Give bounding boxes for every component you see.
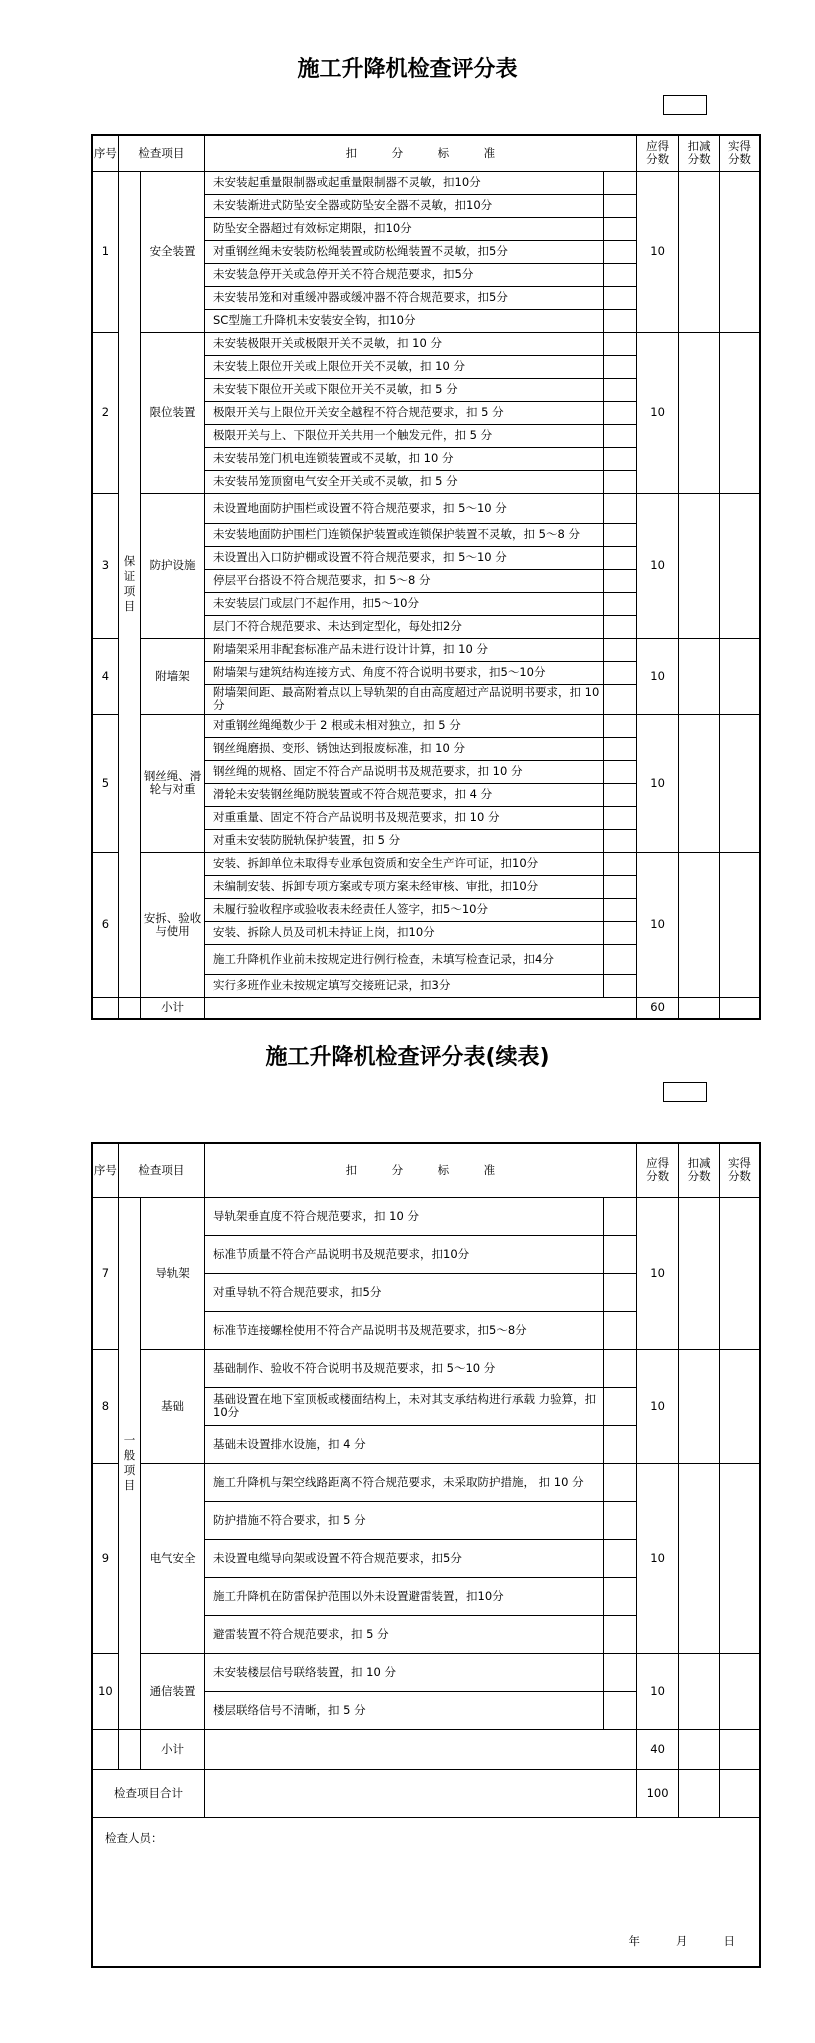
sheet-number-box[interactable] <box>663 1082 707 1102</box>
criteria-text: 未安装吊笼和对重缓冲器或缓冲器不符合规范要求，扣5分 <box>205 286 604 309</box>
category-char: 目 <box>123 1478 136 1492</box>
category-char: 证 <box>123 569 136 583</box>
deduction-mark-cell[interactable] <box>604 401 636 424</box>
check-item-line: 安拆、验收 <box>143 910 202 925</box>
total-row <box>92 1769 760 1817</box>
deduction-mark-cell[interactable] <box>604 898 636 921</box>
criteria-row <box>92 171 760 194</box>
criteria-text: 对重导轨不符合规范要求，扣5分 <box>205 1273 604 1311</box>
criteria-text: 未安装地面防护围栏门连锁保护装置或连锁保护装置不灵敏，扣 5～8 分 <box>205 523 604 546</box>
deduction-mark-cell[interactable] <box>604 493 636 523</box>
criteria-text: 未设置地面防护围栏或设置不符合规范要求，扣 5～10 分 <box>205 493 604 523</box>
deduction-mark-cell[interactable] <box>604 760 636 783</box>
deduction-mark-cell[interactable] <box>604 217 636 240</box>
deduction-score-cell[interactable] <box>679 1463 720 1653</box>
criteria-row <box>92 852 760 875</box>
criteria-text: 对重未安装防脱轨保护装置，扣 5 分 <box>205 829 604 852</box>
subtotal-row <box>92 1729 760 1769</box>
header-actual-score: 实得 分数 <box>719 1143 760 1197</box>
deduction-mark-cell[interactable] <box>604 424 636 447</box>
criteria-text: 防坠安全器超过有效标定期限，扣10分 <box>205 217 604 240</box>
full-score-cell: 10 <box>636 638 679 714</box>
deduction-mark-cell[interactable] <box>604 470 636 493</box>
deduction-mark-cell[interactable] <box>604 737 636 760</box>
deduction-mark-cell[interactable] <box>604 523 636 546</box>
check-item-name <box>141 714 205 852</box>
seq-cell: 3 <box>92 493 118 638</box>
deduction-mark-cell[interactable] <box>604 1349 636 1387</box>
deduction-mark-cell[interactable] <box>604 1691 636 1729</box>
deduction-mark-cell[interactable] <box>604 1235 636 1273</box>
criteria-text: 未安装起重量限制器或起重量限制器不灵敏，扣10分 <box>205 171 604 194</box>
deduction-mark-cell[interactable] <box>604 569 636 592</box>
deduction-mark-cell[interactable] <box>604 309 636 332</box>
deduction-score-cell[interactable] <box>679 1653 720 1729</box>
header-criteria: 扣 分 标 准 <box>205 135 637 171</box>
check-item-name <box>141 638 205 714</box>
check-item-line: 附墙架 <box>155 668 190 683</box>
category-cell <box>118 171 140 997</box>
deduction-mark-cell[interactable] <box>604 974 636 997</box>
criteria-text: 施工升降机在防雷保护范围以外未设置避雷装置，扣10分 <box>205 1577 604 1615</box>
subtotal-score: 40 <box>636 1729 679 1769</box>
check-item-name <box>141 332 205 493</box>
criteria-text: 对重重量、固定不符合产品说明书及规范要求，扣 10 分 <box>205 806 604 829</box>
header-criteria: 扣 分 标 准 <box>205 1143 637 1197</box>
actual-score-cell[interactable] <box>719 1349 760 1463</box>
deduction-mark-cell[interactable] <box>604 378 636 401</box>
check-item-line: 钢丝绳、滑 <box>143 769 202 783</box>
header-seq: 序号 <box>92 1143 118 1197</box>
category-cell <box>118 1197 140 1729</box>
criteria-text: 对重钢丝绳绳数少于 2 根或未相对独立，扣 5 分 <box>205 714 604 737</box>
deduction-mark-cell[interactable] <box>604 1615 636 1653</box>
criteria-text: 施工升降机与架空线路距离不符合规范要求，未采取防护措施， 扣 10 分 <box>205 1463 604 1501</box>
criteria-row <box>92 493 760 523</box>
deduction-mark-cell[interactable] <box>604 1425 636 1463</box>
deduction-mark-cell[interactable] <box>604 332 636 355</box>
check-item-line: 与使用 <box>155 923 190 938</box>
criteria-text: 施工升降机作业前未按规定进行例行检查，未填写检查记录，扣4分 <box>205 944 604 974</box>
check-item-name <box>141 171 205 332</box>
page-title: 施工升降机检查评分表 <box>297 57 518 82</box>
deduction-score-cell[interactable] <box>679 1349 720 1463</box>
blank-cell <box>92 1729 118 1769</box>
deduction-mark-cell[interactable] <box>604 546 636 569</box>
check-item-line: 限位装置 <box>149 405 196 419</box>
score-table-continued <box>91 1142 761 1968</box>
category-char: 般 <box>123 1448 136 1462</box>
subtotal-deduction[interactable] <box>679 997 720 1019</box>
criteria-text: 实行多班作业未按规定填写交接班记录，扣3分 <box>205 974 604 997</box>
date-day: 日 <box>723 1934 735 1948</box>
criteria-text: 防护措施不符合要求，扣 5 分 <box>205 1501 604 1539</box>
category-char: 目 <box>123 599 136 613</box>
criteria-text: 未设置电缆导向架或设置不符合规范要求，扣5分 <box>205 1539 604 1577</box>
check-item-name <box>141 1349 205 1463</box>
inspector-label: 检查人员： <box>105 1830 163 1845</box>
full-score-cell: 10 <box>636 493 679 638</box>
deduction-score-cell[interactable] <box>679 638 720 714</box>
header-deduction: 扣减 分数 <box>679 135 720 171</box>
deduction-mark-cell[interactable] <box>604 1197 636 1235</box>
criteria-text: 钢丝绳磨损、变形、锈蚀达到报废标准，扣 10 分 <box>205 737 604 760</box>
full-score-cell: 10 <box>636 714 679 852</box>
total-label: 检查项目合计 <box>92 1769 205 1817</box>
actual-score-cell[interactable] <box>719 714 760 852</box>
deduction-score-cell[interactable] <box>679 171 720 332</box>
check-item-name <box>141 852 205 997</box>
deduction-mark-cell[interactable] <box>604 684 636 714</box>
full-score-cell: 10 <box>636 1653 679 1729</box>
deduction-mark-cell[interactable] <box>604 286 636 309</box>
criteria-text: 附墙架与建筑结构连接方式、角度不符合说明书要求，扣5～10分 <box>205 661 604 684</box>
deduction-mark-cell[interactable] <box>604 783 636 806</box>
deduction-mark-cell[interactable] <box>604 592 636 615</box>
check-item-line: 电气安全 <box>149 1550 196 1565</box>
deduction-mark-cell[interactable] <box>604 1577 636 1615</box>
criteria-row <box>92 332 760 355</box>
category-char: 项 <box>123 1463 136 1477</box>
check-item-line: 防护设施 <box>149 558 196 572</box>
deduction-mark-cell[interactable] <box>604 263 636 286</box>
criteria-row <box>92 638 760 661</box>
header-actual-score: 实得 分数 <box>719 135 760 171</box>
check-item-name <box>141 1197 205 1349</box>
seq-cell: 10 <box>92 1653 118 1729</box>
criteria-text: 安装、拆卸单位未取得专业承包资质和安全生产许可证，扣10分 <box>205 852 604 875</box>
deduction-mark-cell[interactable] <box>604 355 636 378</box>
criteria-text: 滑轮未安装钢丝绳防脱装置或不符合规范要求，扣 4 分 <box>205 783 604 806</box>
criteria-text: 标准节连接螺栓使用不符合产品说明书及规范要求，扣5～8分 <box>205 1311 604 1349</box>
deduction-mark-cell[interactable] <box>604 194 636 217</box>
deduction-mark-cell[interactable] <box>604 714 636 737</box>
criteria-text: 未安装楼层信号联络装置，扣 10 分 <box>205 1653 604 1691</box>
criteria-text: 基础未设置排水设施，扣 4 分 <box>205 1425 604 1463</box>
deduction-mark-cell[interactable] <box>604 1653 636 1691</box>
criteria-text: 未设置出入口防护棚或设置不符合规范要求，扣 5～10 分 <box>205 546 604 569</box>
actual-score-cell[interactable] <box>719 332 760 493</box>
criteria-text: 楼层联络信号不清晰，扣 5 分 <box>205 1691 604 1729</box>
blank-cell <box>118 1729 140 1769</box>
header-seq: 序号 <box>92 135 118 171</box>
subtotal-label: 小计 <box>141 1729 205 1769</box>
deduction-mark-cell[interactable] <box>604 1501 636 1539</box>
criteria-row <box>92 1653 760 1691</box>
category-char: 一 <box>123 1433 136 1447</box>
seq-cell: 6 <box>92 852 118 997</box>
criteria-text: 避雷装置不符合规范要求，扣 5 分 <box>205 1615 604 1653</box>
total-criteria-blank <box>205 1769 637 1817</box>
subtotal-criteria-blank <box>205 1729 637 1769</box>
deduction-mark-cell[interactable] <box>604 638 636 661</box>
page-title-continued: 施工升降机检查评分表(续表) <box>265 1045 550 1070</box>
criteria-text: 未安装急停开关或急停开关不符合规范要求，扣5分 <box>205 263 604 286</box>
seq-cell: 4 <box>92 638 118 714</box>
date-line <box>593 1935 736 1948</box>
header-item: 检查项目 <box>118 1143 204 1197</box>
criteria-row <box>92 1197 760 1235</box>
total-actual[interactable] <box>719 1769 760 1817</box>
seq-cell: 5 <box>92 714 118 852</box>
actual-score-cell[interactable] <box>719 1653 760 1729</box>
full-score-cell: 10 <box>636 1463 679 1653</box>
full-score-cell: 10 <box>636 332 679 493</box>
sheet-number-box[interactable] <box>663 95 707 115</box>
criteria-text: 基础制作、验收不符合说明书及规范要求，扣 5～10 分 <box>205 1349 604 1387</box>
criteria-text: 附墙架采用非配套标准产品未进行设计计算，扣 10 分 <box>205 638 604 661</box>
deduction-mark-cell[interactable] <box>604 661 636 684</box>
category-char: 保 <box>123 554 136 568</box>
deduction-mark-cell[interactable] <box>604 615 636 638</box>
criteria-text: 未安装层门或层门不起作用，扣5～10分 <box>205 592 604 615</box>
criteria-text: 层门不符合规范要求、未达到定型化，每处扣2分 <box>205 615 604 638</box>
check-item-name <box>141 1463 205 1653</box>
deduction-mark-cell[interactable] <box>604 1273 636 1311</box>
criteria-row <box>92 1349 760 1387</box>
deduction-mark-cell[interactable] <box>604 944 636 974</box>
deduction-mark-cell[interactable] <box>604 921 636 944</box>
check-item-line: 轮与对重 <box>149 782 196 796</box>
subtotal-label: 小计 <box>141 997 205 1019</box>
deduction-mark-cell[interactable] <box>604 875 636 898</box>
deduction-mark-cell[interactable] <box>604 806 636 829</box>
subtotal-actual[interactable] <box>719 997 760 1019</box>
criteria-text: 未安装上限位开关或上限位开关不灵敏，扣 10 分 <box>205 355 604 378</box>
deduction-score-cell[interactable] <box>679 852 720 997</box>
total-score: 100 <box>636 1769 679 1817</box>
category-char: 项 <box>123 584 136 598</box>
check-item-line: 安全装置 <box>149 244 196 258</box>
criteria-text: 未安装吊笼门机电连锁装置或不灵敏，扣 10 分 <box>205 447 604 470</box>
date-year: 年 <box>628 1934 640 1948</box>
actual-score-cell[interactable] <box>719 1197 760 1349</box>
blank-cell <box>118 997 140 1019</box>
criteria-text: 未安装吊笼顶窗电气安全开关或不灵敏，扣 5 分 <box>205 470 604 493</box>
deduction-score-cell[interactable] <box>679 714 720 852</box>
score-table <box>91 134 761 1020</box>
header-full-score: 应得 分数 <box>636 135 679 171</box>
deduction-mark-cell[interactable] <box>604 852 636 875</box>
deduction-mark-cell[interactable] <box>604 829 636 852</box>
criteria-text: 钢丝绳的规格、固定不符合产品说明书及规范要求，扣 10 分 <box>205 760 604 783</box>
subtotal-criteria-blank <box>205 997 637 1019</box>
total-deduction[interactable] <box>679 1769 720 1817</box>
header-deduction: 扣减 分数 <box>679 1143 720 1197</box>
signature-area[interactable] <box>92 1817 760 1967</box>
header-full-score: 应得 分数 <box>636 1143 679 1197</box>
criteria-text: 对重钢丝绳未安装防松绳装置或防松绳装置不灵敏，扣5分 <box>205 240 604 263</box>
subtotal-score: 60 <box>636 997 679 1019</box>
deduction-mark-cell[interactable] <box>604 171 636 194</box>
criteria-text: SC型施工升降机未安装安全钩，扣10分 <box>205 309 604 332</box>
seq-cell: 7 <box>92 1197 118 1349</box>
criteria-text: 附墙架间距、最高附着点以上导轨架的自由高度超过产品说明书要求，扣 10 分 <box>205 684 604 714</box>
actual-score-cell[interactable] <box>719 638 760 714</box>
criteria-text: 未安装渐进式防坠安全器或防坠安全器不灵敏，扣10分 <box>205 194 604 217</box>
blank-cell <box>92 997 118 1019</box>
criteria-text: 标准节质量不符合产品说明书及规范要求，扣10分 <box>205 1235 604 1273</box>
criteria-text: 安装、拆除人员及司机未持证上岗，扣10分 <box>205 921 604 944</box>
check-item-name <box>141 1653 205 1729</box>
subtotal-deduction[interactable] <box>679 1729 720 1769</box>
deduction-score-cell[interactable] <box>679 493 720 638</box>
deduction-score-cell[interactable] <box>679 332 720 493</box>
subtotal-actual[interactable] <box>719 1729 760 1769</box>
check-item-line: 基础 <box>161 1398 185 1413</box>
seq-cell: 9 <box>92 1463 118 1653</box>
deduction-mark-cell[interactable] <box>604 1463 636 1501</box>
subtotal-row <box>92 997 760 1019</box>
deduction-mark-cell[interactable] <box>604 1311 636 1349</box>
deduction-mark-cell[interactable] <box>604 447 636 470</box>
signature-row <box>92 1817 760 1967</box>
full-score-cell: 10 <box>636 171 679 332</box>
criteria-text: 停层平台搭设不符合规范要求，扣 5～8 分 <box>205 569 604 592</box>
criteria-text: 基础设置在地下室顶板或楼面结构上，未对其支承结构进行承载 力验算，扣10分 <box>205 1387 604 1425</box>
deduction-score-cell[interactable] <box>679 1197 720 1349</box>
seq-cell: 2 <box>92 332 118 493</box>
full-score-cell: 10 <box>636 1349 679 1463</box>
actual-score-cell[interactable] <box>719 171 760 332</box>
check-item-line: 导轨架 <box>155 1265 190 1280</box>
criteria-text: 未安装极限开关或极限开关不灵敏，扣 10 分 <box>205 332 604 355</box>
check-item-line: 通信装置 <box>149 1683 196 1698</box>
seq-cell: 8 <box>92 1349 118 1463</box>
date-month: 月 <box>676 1934 688 1948</box>
deduction-mark-cell[interactable] <box>604 1387 636 1425</box>
actual-score-cell[interactable] <box>719 493 760 638</box>
criteria-text: 导轨架垂直度不符合规范要求，扣 10 分 <box>205 1197 604 1235</box>
seq-cell: 1 <box>92 171 118 332</box>
actual-score-cell[interactable] <box>719 852 760 997</box>
criteria-text: 未安装下限位开关或下限位开关不灵敏，扣 5 分 <box>205 378 604 401</box>
criteria-text: 极限开关与上、下限位开关共用一个触发元件，扣 5 分 <box>205 424 604 447</box>
actual-score-cell[interactable] <box>719 1463 760 1653</box>
deduction-mark-cell[interactable] <box>604 240 636 263</box>
criteria-text: 未编制安装、拆卸专项方案或专项方案未经审核、审批，扣10分 <box>205 875 604 898</box>
full-score-cell: 10 <box>636 852 679 997</box>
check-item-name <box>141 493 205 638</box>
criteria-row <box>92 714 760 737</box>
full-score-cell: 10 <box>636 1197 679 1349</box>
header-item: 检查项目 <box>118 135 204 171</box>
criteria-text: 未履行验收程序或验收表未经责任人签字，扣5～10分 <box>205 898 604 921</box>
deduction-mark-cell[interactable] <box>604 1539 636 1577</box>
criteria-row <box>92 1463 760 1501</box>
criteria-text: 极限开关与上限位开关安全越程不符合规范要求，扣 5 分 <box>205 401 604 424</box>
